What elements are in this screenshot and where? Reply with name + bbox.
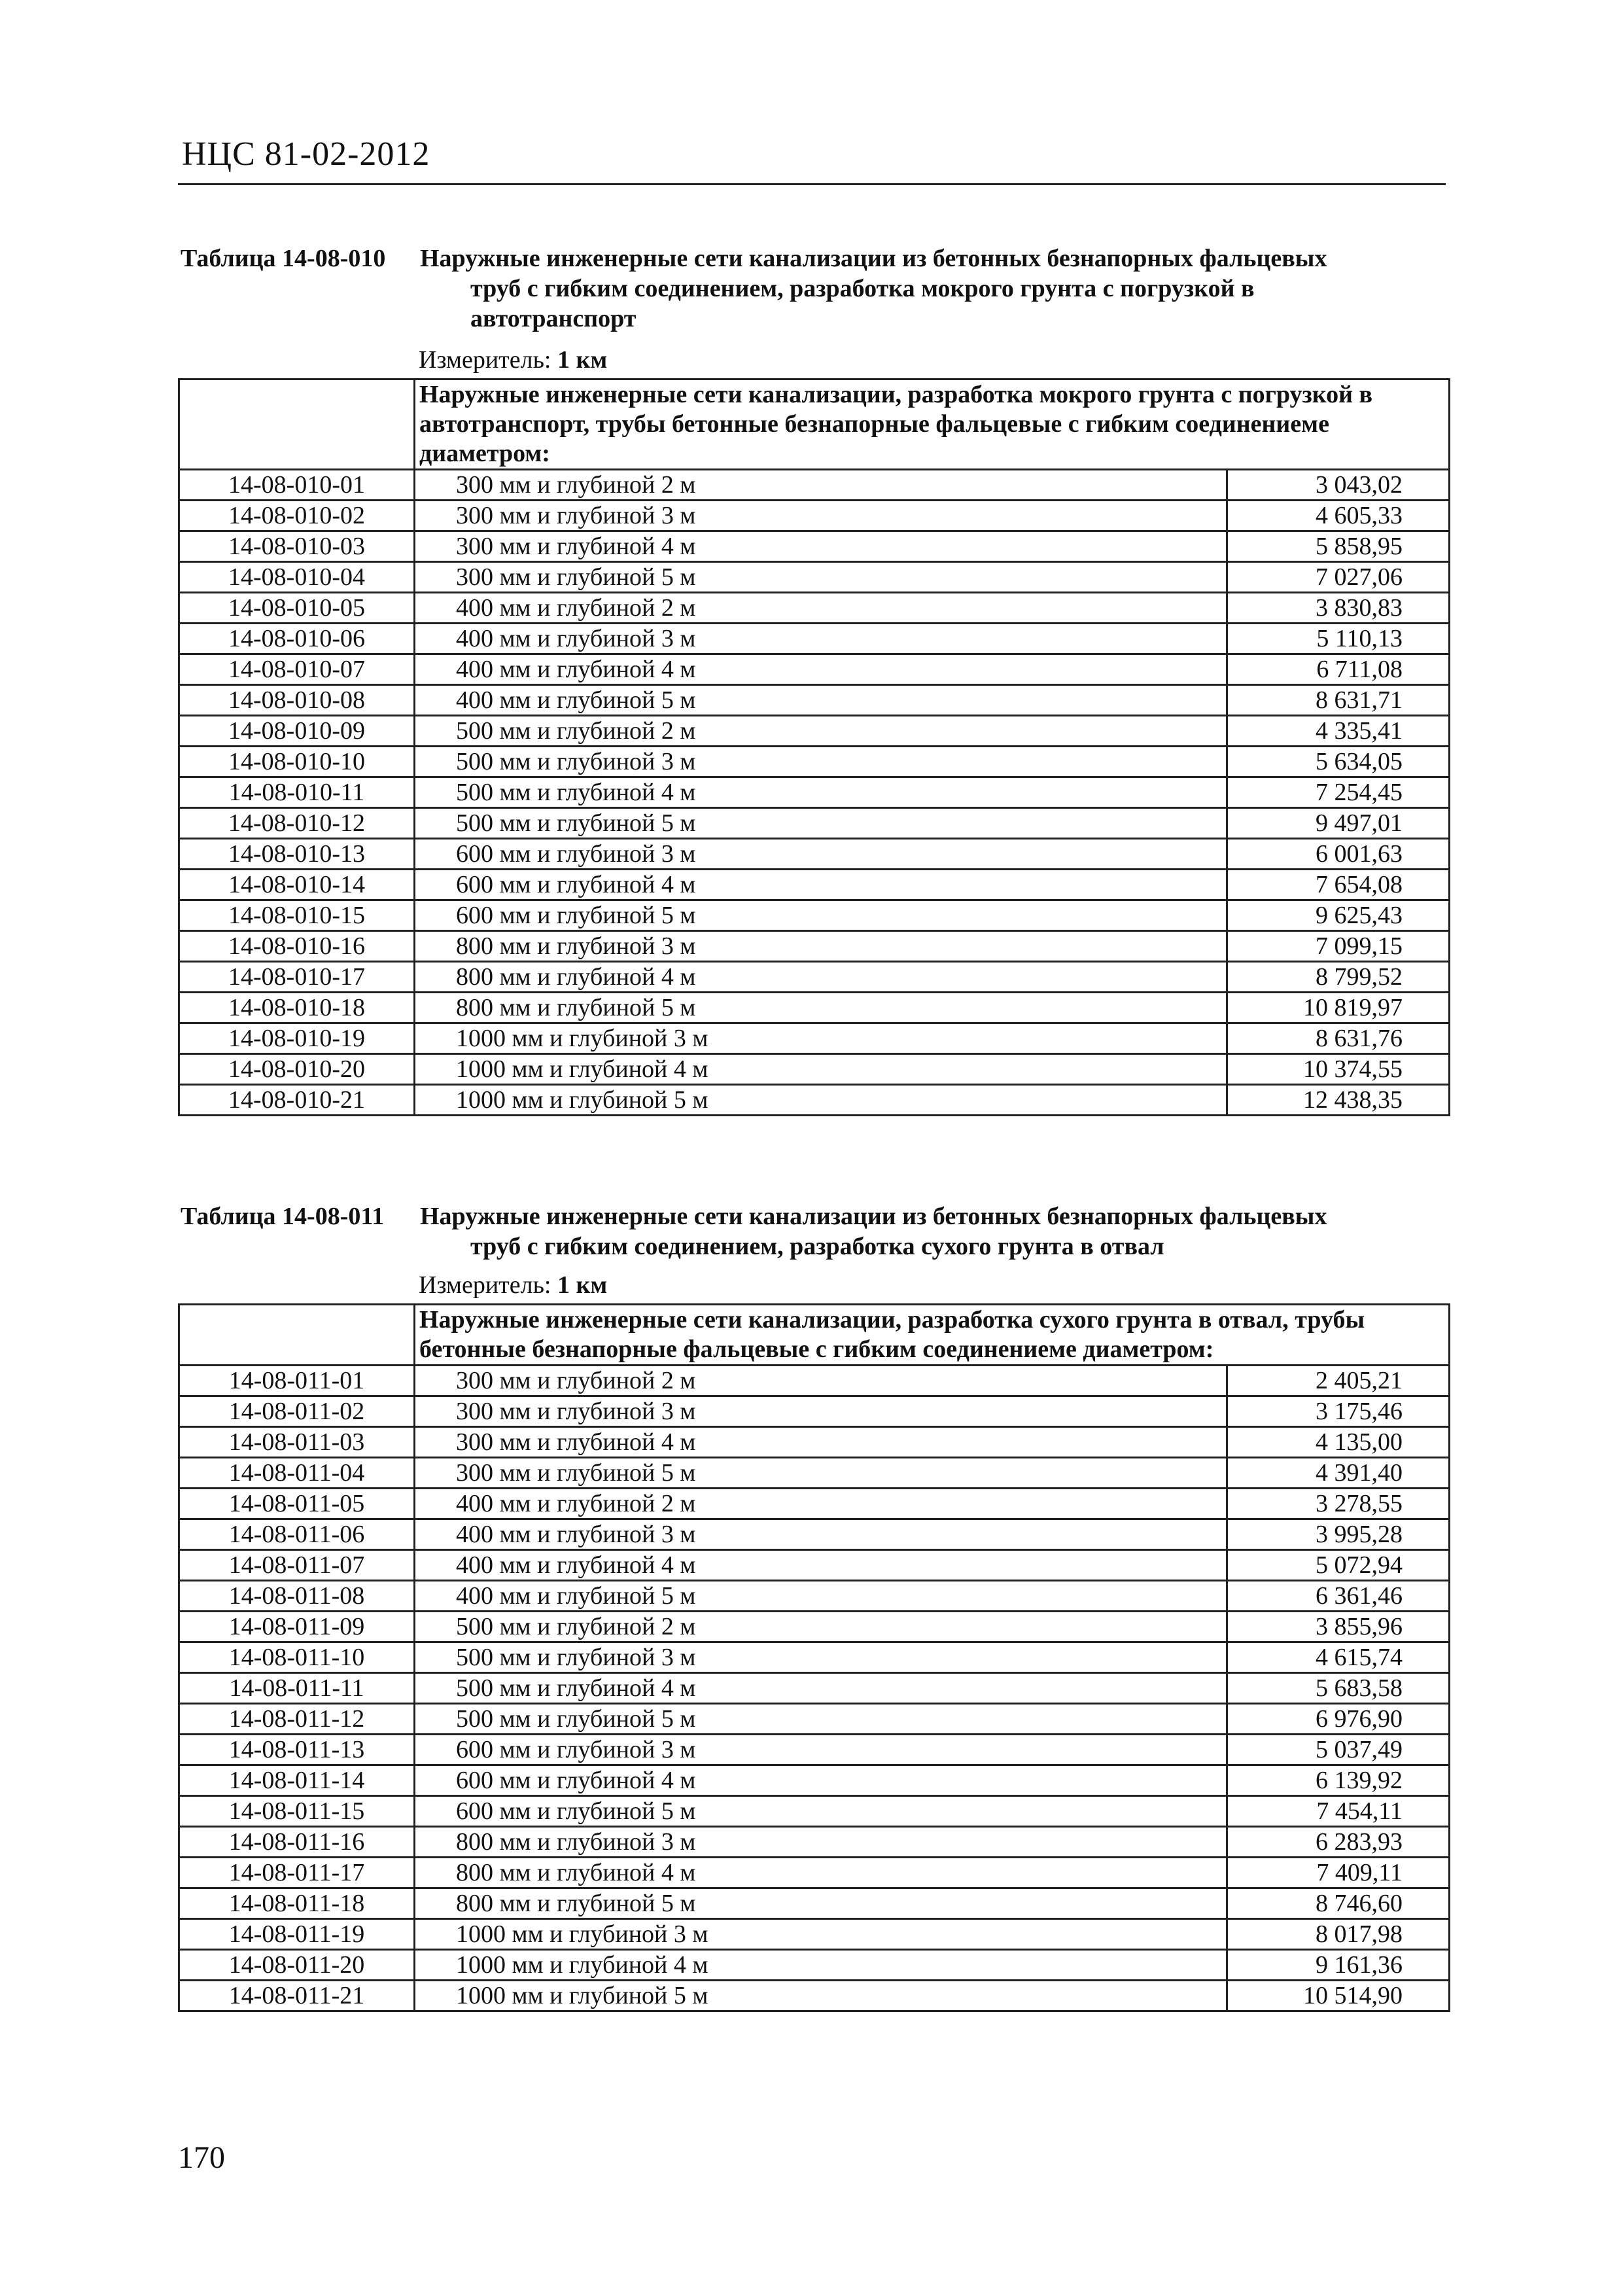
- description-cell: 1000 мм и глубиной 5 м: [415, 1085, 1227, 1116]
- description-cell: 1000 мм и глубиной 4 м: [415, 1054, 1227, 1085]
- table-row: [179, 1085, 1450, 1116]
- value-cell: 7 409,11: [1227, 1858, 1450, 1888]
- table-row: [179, 1765, 1450, 1796]
- value-cell: 3 995,28: [1227, 1519, 1450, 1550]
- table-title-line: Наружные инженерные сети канализации из бетонных безнапорных фальцевых: [420, 1203, 1327, 1230]
- value-cell: 5 072,94: [1227, 1550, 1450, 1581]
- code-cell: 14-08-010-19: [179, 1023, 415, 1054]
- code-cell: 14-08-010-16: [179, 931, 415, 962]
- description-cell: 400 мм и глубиной 3 м: [415, 624, 1227, 654]
- code-cell: 14-08-010-20: [179, 1054, 415, 1085]
- table-row: [179, 1735, 1450, 1765]
- code-cell: 14-08-010-08: [179, 685, 415, 716]
- table-row: [179, 1888, 1450, 1919]
- table-row: [179, 777, 1450, 808]
- value-cell: 5 858,95: [1227, 531, 1450, 562]
- code-cell: 14-08-011-04: [179, 1458, 415, 1489]
- description-cell: 800 мм и глубиной 4 м: [415, 962, 1227, 993]
- table-row: [179, 624, 1450, 654]
- table-row: [179, 685, 1450, 716]
- value-cell: 4 605,33: [1227, 501, 1450, 531]
- value-cell: 4 615,74: [1227, 1642, 1450, 1673]
- code-cell: 14-08-010-18: [179, 993, 415, 1023]
- code-cell: 14-08-011-13: [179, 1735, 415, 1765]
- table-row: [179, 1858, 1450, 1888]
- description-cell: 500 мм и глубиной 2 м: [415, 1612, 1227, 1642]
- table-row: [179, 870, 1450, 900]
- document-code: НЦС 81-02-2012: [182, 135, 430, 173]
- description-cell: 400 мм и глубиной 3 м: [415, 1519, 1227, 1550]
- value-cell: 7 099,15: [1227, 931, 1450, 962]
- table-row: [179, 716, 1450, 747]
- description-cell: 1000 мм и глубиной 3 м: [415, 1919, 1227, 1950]
- description-cell: 500 мм и глубиной 5 м: [415, 1704, 1227, 1735]
- table-row: [179, 993, 1450, 1023]
- value-cell: 4 391,40: [1227, 1458, 1450, 1489]
- description-cell: 400 мм и глубиной 5 м: [415, 1581, 1227, 1612]
- code-cell: 14-08-011-05: [179, 1489, 415, 1519]
- description-cell: 600 мм и глубиной 3 м: [415, 1735, 1227, 1765]
- table-row: [179, 593, 1450, 624]
- description-cell: 500 мм и глубиной 2 м: [415, 716, 1227, 747]
- header-divider: [178, 183, 1446, 185]
- description-cell: 500 мм и глубиной 5 м: [415, 808, 1227, 839]
- description-cell: 800 мм и глубиной 3 м: [415, 1827, 1227, 1858]
- value-cell: 6 361,46: [1227, 1581, 1450, 1612]
- table-row: [179, 931, 1450, 962]
- value-cell: 5 634,05: [1227, 747, 1450, 777]
- norms-table-14-08-010: [178, 378, 1450, 1116]
- description-cell: 400 мм и глубиной 2 м: [415, 1489, 1227, 1519]
- header-empty-cell: [179, 380, 415, 470]
- value-cell: 10 374,55: [1227, 1054, 1450, 1085]
- table-row: [179, 1366, 1450, 1396]
- code-cell: 14-08-011-15: [179, 1796, 415, 1827]
- norms-table-14-08-011: [178, 1303, 1450, 2012]
- table-row: [179, 900, 1450, 931]
- description-cell: 400 мм и глубиной 2 м: [415, 593, 1227, 624]
- value-cell: 12 438,35: [1227, 1085, 1450, 1116]
- code-cell: 14-08-011-21: [179, 1981, 415, 2011]
- table-row: [179, 1581, 1450, 1612]
- table-row: [179, 501, 1450, 531]
- code-cell: 14-08-011-09: [179, 1612, 415, 1642]
- value-cell: 8 799,52: [1227, 962, 1450, 993]
- value-cell: 6 976,90: [1227, 1704, 1450, 1735]
- header-empty-cell: [179, 1305, 415, 1366]
- table-row: [179, 1550, 1450, 1581]
- table-title: [420, 243, 1450, 334]
- value-cell: 4 135,00: [1227, 1427, 1450, 1458]
- code-cell: 14-08-011-18: [179, 1888, 415, 1919]
- value-cell: 7 454,11: [1227, 1796, 1450, 1827]
- value-cell: 7 027,06: [1227, 562, 1450, 593]
- table-row: [179, 654, 1450, 685]
- code-cell: 14-08-010-11: [179, 777, 415, 808]
- description-cell: 400 мм и глубиной 4 м: [415, 1550, 1227, 1581]
- value-cell: 8 017,98: [1227, 1919, 1450, 1950]
- code-cell: 14-08-011-17: [179, 1858, 415, 1888]
- table-row: [179, 1950, 1450, 1981]
- description-cell: 400 мм и глубиной 5 м: [415, 685, 1227, 716]
- table-row: [179, 1919, 1450, 1950]
- unit-label: Измеритель:: [419, 1271, 551, 1299]
- table-row: [179, 1054, 1450, 1085]
- table-title-line: труб с гибким соединением, разработка мокрого грунта с погрузкой в: [470, 275, 1255, 302]
- description-cell: 300 мм и глубиной 4 м: [415, 1427, 1227, 1458]
- code-cell: 14-08-011-12: [179, 1704, 415, 1735]
- description-cell: 500 мм и глубиной 4 м: [415, 1673, 1227, 1704]
- table-number: Таблица 14-08-011: [181, 1203, 385, 1230]
- code-cell: 14-08-011-01: [179, 1366, 415, 1396]
- table-header-cell: Наружные инженерные сети канализации, разработка сухого грунта в отвал, трубы бетонные безнапорные фальцевые с гибким соединениеме диаметром:: [415, 1305, 1450, 1366]
- description-cell: 300 мм и глубиной 2 м: [415, 1366, 1227, 1396]
- value-cell: 9 625,43: [1227, 900, 1450, 931]
- value-cell: 8 631,71: [1227, 685, 1450, 716]
- code-cell: 14-08-011-03: [179, 1427, 415, 1458]
- code-cell: 14-08-011-02: [179, 1396, 415, 1427]
- code-cell: 14-08-010-15: [179, 900, 415, 931]
- description-cell: 500 мм и глубиной 4 м: [415, 777, 1227, 808]
- value-cell: 4 335,41: [1227, 716, 1450, 747]
- code-cell: 14-08-010-10: [179, 747, 415, 777]
- unit-value: 1 км: [557, 346, 608, 374]
- description-cell: 300 мм и глубиной 3 м: [415, 501, 1227, 531]
- description-cell: 800 мм и глубиной 4 м: [415, 1858, 1227, 1888]
- table-row: [179, 1427, 1450, 1458]
- table-title-line: автотранспорт: [470, 305, 637, 332]
- description-cell: 1000 мм и глубиной 4 м: [415, 1950, 1227, 1981]
- value-cell: 6 001,63: [1227, 839, 1450, 870]
- description-cell: 800 мм и глубиной 5 м: [415, 993, 1227, 1023]
- code-cell: 14-08-011-11: [179, 1673, 415, 1704]
- code-cell: 14-08-010-01: [179, 470, 415, 501]
- description-cell: 500 мм и глубиной 3 м: [415, 1642, 1227, 1673]
- value-cell: 9 161,36: [1227, 1950, 1450, 1981]
- code-cell: 14-08-011-08: [179, 1581, 415, 1612]
- table-header-row: [179, 1305, 1450, 1366]
- code-cell: 14-08-010-06: [179, 624, 415, 654]
- code-cell: 14-08-010-05: [179, 593, 415, 624]
- code-cell: 14-08-010-02: [179, 501, 415, 531]
- value-cell: 6 139,92: [1227, 1765, 1450, 1796]
- value-cell: 10 819,97: [1227, 993, 1450, 1023]
- code-cell: 14-08-010-09: [179, 716, 415, 747]
- description-cell: 1000 мм и глубиной 3 м: [415, 1023, 1227, 1054]
- unit-label: Измеритель:: [419, 346, 551, 374]
- code-cell: 14-08-010-14: [179, 870, 415, 900]
- value-cell: 2 405,21: [1227, 1366, 1450, 1396]
- table-row: [179, 1396, 1450, 1427]
- code-cell: 14-08-010-12: [179, 808, 415, 839]
- table-row: [179, 1023, 1450, 1054]
- description-cell: 300 мм и глубиной 5 м: [415, 1458, 1227, 1489]
- value-cell: 10 514,90: [1227, 1981, 1450, 2011]
- table-body: [179, 1305, 1450, 2011]
- code-cell: 14-08-010-17: [179, 962, 415, 993]
- code-cell: 14-08-010-03: [179, 531, 415, 562]
- table-row: [179, 1458, 1450, 1489]
- table-title: [420, 1201, 1450, 1262]
- description-cell: 600 мм и глубиной 4 м: [415, 870, 1227, 900]
- table-row: [179, 1827, 1450, 1858]
- table-header-cell: Наружные инженерные сети канализации, разработка мокрого грунта с погрузкой в автотранспорт, трубы бетонные безнапорные фальцевые с гибким соединениеме диаметром:: [415, 380, 1450, 470]
- table-body: [179, 380, 1450, 1116]
- page-number: 170: [178, 2140, 225, 2175]
- description-cell: 300 мм и глубиной 2 м: [415, 470, 1227, 501]
- description-cell: 500 мм и глубиной 3 м: [415, 747, 1227, 777]
- value-cell: 3 855,96: [1227, 1612, 1450, 1642]
- description-cell: 300 мм и глубиной 3 м: [415, 1396, 1227, 1427]
- value-cell: 3 278,55: [1227, 1489, 1450, 1519]
- code-cell: 14-08-011-14: [179, 1765, 415, 1796]
- value-cell: 5 110,13: [1227, 624, 1450, 654]
- value-cell: 9 497,01: [1227, 808, 1450, 839]
- table-row: [179, 1642, 1450, 1673]
- table-row: [179, 839, 1450, 870]
- code-cell: 14-08-011-20: [179, 1950, 415, 1981]
- value-cell: 7 654,08: [1227, 870, 1450, 900]
- description-cell: 800 мм и глубиной 3 м: [415, 931, 1227, 962]
- code-cell: 14-08-010-21: [179, 1085, 415, 1116]
- code-cell: 14-08-011-07: [179, 1550, 415, 1581]
- code-cell: 14-08-011-19: [179, 1919, 415, 1950]
- value-cell: 3 175,46: [1227, 1396, 1450, 1427]
- table-row: [179, 1489, 1450, 1519]
- table-row: [179, 1981, 1450, 2011]
- description-cell: 600 мм и глубиной 4 м: [415, 1765, 1227, 1796]
- table-row: [179, 531, 1450, 562]
- description-cell: 800 мм и глубиной 5 м: [415, 1888, 1227, 1919]
- value-cell: 8 746,60: [1227, 1888, 1450, 1919]
- table-number: Таблица 14-08-010: [181, 245, 386, 272]
- table-row: [179, 1704, 1450, 1735]
- table-row: [179, 1519, 1450, 1550]
- table-title-line: Наружные инженерные сети канализации из бетонных безнапорных фальцевых: [420, 245, 1327, 272]
- table-row: [179, 747, 1450, 777]
- value-cell: 5 037,49: [1227, 1735, 1450, 1765]
- code-cell: 14-08-011-16: [179, 1827, 415, 1858]
- table-title-line: труб с гибким соединением, разработка сухого грунта в отвал: [470, 1233, 1164, 1260]
- unit-of-measure: [419, 1271, 607, 1299]
- value-cell: 7 254,45: [1227, 777, 1450, 808]
- value-cell: 8 631,76: [1227, 1023, 1450, 1054]
- description-cell: 400 мм и глубиной 4 м: [415, 654, 1227, 685]
- table-header-row: [179, 380, 1450, 470]
- value-cell: 3 830,83: [1227, 593, 1450, 624]
- unit-of-measure: [419, 345, 607, 374]
- table-row: [179, 962, 1450, 993]
- code-cell: 14-08-011-06: [179, 1519, 415, 1550]
- description-cell: 600 мм и глубиной 5 м: [415, 1796, 1227, 1827]
- description-cell: 600 мм и глубиной 3 м: [415, 839, 1227, 870]
- unit-value: 1 км: [557, 1271, 608, 1299]
- value-cell: 6 711,08: [1227, 654, 1450, 685]
- table-row: [179, 1673, 1450, 1704]
- code-cell: 14-08-011-10: [179, 1642, 415, 1673]
- value-cell: 6 283,93: [1227, 1827, 1450, 1858]
- table-row: [179, 1612, 1450, 1642]
- description-cell: 300 мм и глубиной 5 м: [415, 562, 1227, 593]
- table-row: [179, 1796, 1450, 1827]
- value-cell: 5 683,58: [1227, 1673, 1450, 1704]
- code-cell: 14-08-010-04: [179, 562, 415, 593]
- table-row: [179, 808, 1450, 839]
- description-cell: 600 мм и глубиной 5 м: [415, 900, 1227, 931]
- table-row: [179, 470, 1450, 501]
- table-row: [179, 562, 1450, 593]
- description-cell: 1000 мм и глубиной 5 м: [415, 1981, 1227, 2011]
- code-cell: 14-08-010-13: [179, 839, 415, 870]
- value-cell: 3 043,02: [1227, 470, 1450, 501]
- code-cell: 14-08-010-07: [179, 654, 415, 685]
- description-cell: 300 мм и глубиной 4 м: [415, 531, 1227, 562]
